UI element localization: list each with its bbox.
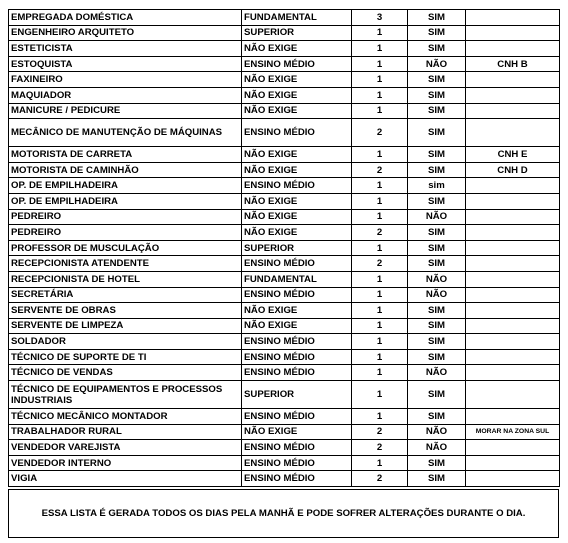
- education-cell: NÃO EXIGE: [242, 303, 352, 319]
- table-row: [9, 119, 560, 147]
- notes-cell: [466, 334, 560, 350]
- notes-cell: [466, 409, 560, 425]
- openings-cell: 1: [352, 287, 408, 303]
- experience-cell: SIM: [408, 303, 466, 319]
- table-row: [9, 225, 560, 241]
- notes-cell: [466, 41, 560, 57]
- experience-cell: NÃO: [408, 287, 466, 303]
- notes-cell: MORAR NA ZONA SUL: [466, 424, 560, 440]
- openings-cell: 1: [352, 147, 408, 163]
- table-row: [9, 10, 560, 26]
- experience-cell: NÃO: [408, 365, 466, 381]
- education-cell: ENSINO MÉDIO: [242, 409, 352, 425]
- job-title-cell: EMPREGADA DOMÉSTICA: [9, 10, 242, 26]
- notes-cell: CNH D: [466, 162, 560, 178]
- openings-cell: 2: [352, 225, 408, 241]
- education-cell: NÃO EXIGE: [242, 41, 352, 57]
- table-row: [9, 56, 560, 72]
- notes-cell: [466, 87, 560, 103]
- openings-cell: 1: [352, 193, 408, 209]
- job-title-cell: RECEPCIONISTA DE HOTEL: [9, 271, 242, 287]
- notes-cell: [466, 25, 560, 41]
- notes-cell: [466, 271, 560, 287]
- table-row: [9, 471, 560, 487]
- experience-cell: SIM: [408, 10, 466, 26]
- notes-cell: [466, 440, 560, 456]
- education-cell: SUPERIOR: [242, 240, 352, 256]
- education-cell: NÃO EXIGE: [242, 103, 352, 119]
- openings-cell: 1: [352, 365, 408, 381]
- experience-cell: SIM: [408, 334, 466, 350]
- education-cell: ENSINO MÉDIO: [242, 56, 352, 72]
- notes-cell: [466, 455, 560, 471]
- experience-cell: NÃO: [408, 209, 466, 225]
- experience-cell: SIM: [408, 318, 466, 334]
- openings-cell: 1: [352, 56, 408, 72]
- education-cell: ENSINO MÉDIO: [242, 471, 352, 487]
- job-title-cell: ESTOQUISTA: [9, 56, 242, 72]
- openings-cell: 1: [352, 240, 408, 256]
- experience-cell: SIM: [408, 381, 466, 409]
- notes-cell: [466, 72, 560, 88]
- experience-cell: NÃO: [408, 271, 466, 287]
- job-title-cell: SERVENTE DE OBRAS: [9, 303, 242, 319]
- openings-cell: 1: [352, 455, 408, 471]
- education-cell: FUNDAMENTAL: [242, 10, 352, 26]
- education-cell: SUPERIOR: [242, 25, 352, 41]
- notes-cell: [466, 365, 560, 381]
- openings-cell: 1: [352, 303, 408, 319]
- table-row: [9, 440, 560, 456]
- table-row: [9, 193, 560, 209]
- experience-cell: NÃO: [408, 440, 466, 456]
- table-row: [9, 87, 560, 103]
- table-row: [9, 72, 560, 88]
- education-cell: NÃO EXIGE: [242, 147, 352, 163]
- notes-cell: [466, 318, 560, 334]
- experience-cell: SIM: [408, 119, 466, 147]
- notes-cell: [466, 178, 560, 194]
- openings-cell: 1: [352, 178, 408, 194]
- openings-cell: 1: [352, 381, 408, 409]
- education-cell: ENSINO MÉDIO: [242, 349, 352, 365]
- experience-cell: SIM: [408, 41, 466, 57]
- notes-cell: [466, 256, 560, 272]
- job-title-cell: TÉCNICO DE SUPORTE DE TI: [9, 349, 242, 365]
- table-row: [9, 334, 560, 350]
- education-cell: ENSINO MÉDIO: [242, 256, 352, 272]
- education-cell: NÃO EXIGE: [242, 225, 352, 241]
- job-title-cell: MANICURE / PEDICURE: [9, 103, 242, 119]
- education-cell: ENSINO MÉDIO: [242, 287, 352, 303]
- job-title-cell: ESTETICISTA: [9, 41, 242, 57]
- openings-cell: 2: [352, 424, 408, 440]
- job-title-cell: TRABALHADOR RURAL: [9, 424, 242, 440]
- education-cell: ENSINO MÉDIO: [242, 334, 352, 350]
- notes-cell: [466, 240, 560, 256]
- education-cell: NÃO EXIGE: [242, 193, 352, 209]
- education-cell: ENSINO MÉDIO: [242, 365, 352, 381]
- job-title-cell: PROFESSOR DE MUSCULAÇÃO: [9, 240, 242, 256]
- education-cell: NÃO EXIGE: [242, 424, 352, 440]
- notes-cell: [466, 209, 560, 225]
- notes-cell: [466, 10, 560, 26]
- notes-cell: [466, 225, 560, 241]
- education-cell: FUNDAMENTAL: [242, 271, 352, 287]
- notes-cell: CNH B: [466, 56, 560, 72]
- job-title-cell: VENDEDOR VAREJISTA: [9, 440, 242, 456]
- experience-cell: SIM: [408, 193, 466, 209]
- table-row: [9, 147, 560, 163]
- experience-cell: SIM: [408, 409, 466, 425]
- experience-cell: SIM: [408, 72, 466, 88]
- education-cell: ENSINO MÉDIO: [242, 178, 352, 194]
- notes-cell: [466, 287, 560, 303]
- education-cell: NÃO EXIGE: [242, 87, 352, 103]
- education-cell: ENSINO MÉDIO: [242, 455, 352, 471]
- job-table-body: [9, 10, 560, 487]
- job-title-cell: PEDREIRO: [9, 225, 242, 241]
- notes-cell: [466, 103, 560, 119]
- experience-cell: SIM: [408, 240, 466, 256]
- footer-note-box: [8, 489, 559, 538]
- table-row: [9, 303, 560, 319]
- job-title-cell: VIGIA: [9, 471, 242, 487]
- table-row: [9, 162, 560, 178]
- table-row: [9, 455, 560, 471]
- job-title-cell: ENGENHEIRO ARQUITETO: [9, 25, 242, 41]
- openings-cell: 2: [352, 119, 408, 147]
- job-title-cell: PEDREIRO: [9, 209, 242, 225]
- openings-cell: 1: [352, 271, 408, 287]
- table-row: [9, 256, 560, 272]
- notes-cell: CNH E: [466, 147, 560, 163]
- notes-cell: [466, 349, 560, 365]
- job-title-cell: MECÂNICO DE MANUTENÇÃO DE MÁQUINAS: [9, 119, 242, 147]
- table-row: [9, 349, 560, 365]
- education-cell: ENSINO MÉDIO: [242, 440, 352, 456]
- openings-cell: 1: [352, 209, 408, 225]
- education-cell: NÃO EXIGE: [242, 162, 352, 178]
- job-title-cell: RECEPCIONISTA ATENDENTE: [9, 256, 242, 272]
- footer-note: ESSA LISTA É GERADA TODOS OS DIAS PELA MANHÃ E PODE SOFRER ALTERAÇÕES DURANTE O DIA.: [41, 508, 526, 519]
- openings-cell: 3: [352, 10, 408, 26]
- notes-cell: [466, 119, 560, 147]
- table-row: [9, 424, 560, 440]
- openings-cell: 2: [352, 162, 408, 178]
- experience-cell: SIM: [408, 25, 466, 41]
- table-row: [9, 41, 560, 57]
- openings-cell: 2: [352, 471, 408, 487]
- openings-cell: 1: [352, 72, 408, 88]
- experience-cell: SIM: [408, 471, 466, 487]
- experience-cell: NÃO: [408, 424, 466, 440]
- experience-cell: SIM: [408, 162, 466, 178]
- experience-cell: SIM: [408, 103, 466, 119]
- notes-cell: [466, 303, 560, 319]
- job-vacancy-table: [8, 9, 560, 487]
- table-row: [9, 287, 560, 303]
- openings-cell: 1: [352, 25, 408, 41]
- openings-cell: 1: [352, 349, 408, 365]
- job-title-cell: OP. DE EMPILHADEIRA: [9, 193, 242, 209]
- openings-cell: 1: [352, 409, 408, 425]
- openings-cell: 2: [352, 440, 408, 456]
- experience-cell: NÃO: [408, 56, 466, 72]
- table-row: [9, 178, 560, 194]
- job-title-cell: TÉCNICO DE VENDAS: [9, 365, 242, 381]
- table-row: [9, 409, 560, 425]
- job-title-cell: SOLDADOR: [9, 334, 242, 350]
- openings-cell: 1: [352, 334, 408, 350]
- notes-cell: [466, 471, 560, 487]
- job-title-cell: SERVENTE DE LIMPEZA: [9, 318, 242, 334]
- job-title-cell: TÉCNICO MECÂNICO MONTADOR: [9, 409, 242, 425]
- education-cell: NÃO EXIGE: [242, 72, 352, 88]
- table-row: [9, 240, 560, 256]
- experience-cell: SIM: [408, 256, 466, 272]
- job-title-cell: MOTORISTA DE CARRETA: [9, 147, 242, 163]
- job-title-cell: FAXINEIRO: [9, 72, 242, 88]
- table-row: [9, 209, 560, 225]
- openings-cell: 1: [352, 41, 408, 57]
- table-row: [9, 271, 560, 287]
- table-row: [9, 25, 560, 41]
- experience-cell: SIM: [408, 455, 466, 471]
- table-row: [9, 381, 560, 409]
- experience-cell: SIM: [408, 225, 466, 241]
- experience-cell: SIM: [408, 87, 466, 103]
- job-title-cell: MOTORISTA DE CAMINHÃO: [9, 162, 242, 178]
- job-title-cell: VENDEDOR INTERNO: [9, 455, 242, 471]
- education-cell: NÃO EXIGE: [242, 318, 352, 334]
- table-row: [9, 365, 560, 381]
- job-title-cell: MAQUIADOR: [9, 87, 242, 103]
- education-cell: ENSINO MÉDIO: [242, 119, 352, 147]
- job-title-cell: TÉCNICO DE EQUIPAMENTOS E PROCESSOS INDUSTRIAIS: [9, 381, 242, 409]
- openings-cell: 1: [352, 318, 408, 334]
- openings-cell: 1: [352, 103, 408, 119]
- table-row: [9, 318, 560, 334]
- experience-cell: SIM: [408, 147, 466, 163]
- openings-cell: 1: [352, 87, 408, 103]
- table-row: [9, 103, 560, 119]
- experience-cell: sim: [408, 178, 466, 194]
- openings-cell: 2: [352, 256, 408, 272]
- job-title-cell: SECRETÁRIA: [9, 287, 242, 303]
- notes-cell: [466, 381, 560, 409]
- notes-cell: [466, 193, 560, 209]
- job-title-cell: OP. DE EMPILHADEIRA: [9, 178, 242, 194]
- education-cell: SUPERIOR: [242, 381, 352, 409]
- education-cell: NÃO EXIGE: [242, 209, 352, 225]
- experience-cell: SIM: [408, 349, 466, 365]
